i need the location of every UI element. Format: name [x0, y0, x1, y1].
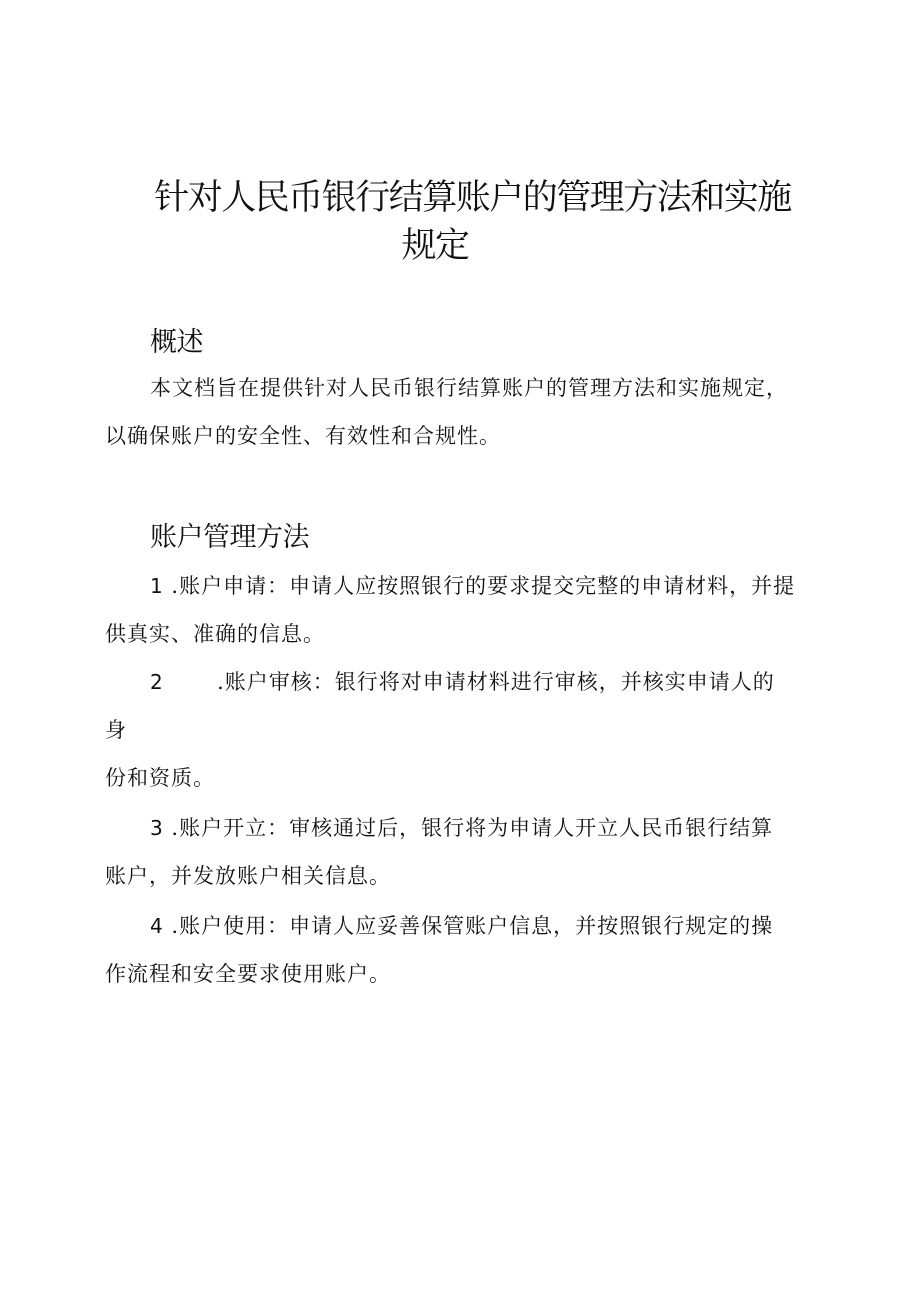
method-item-3-number: 3: [150, 816, 164, 840]
method-item-2-line-1: [150, 666, 775, 696]
method-item-3-text: .账户开立：审核通过后，银行将为申请人开立人民币银行结算: [171, 816, 774, 840]
method-item-2-number: 2: [150, 670, 164, 694]
document-title-line-1: 针对人民币银行结算账户的管理方法和实施: [154, 178, 791, 218]
method-item-4-line-2: 作流程和安全要求使用账户。: [105, 962, 391, 986]
method-item-1-number: 1: [150, 574, 164, 598]
method-item-2-line-3: 份和资质。: [105, 766, 215, 790]
overview-paragraph-line-2: 以确保账户的安全性、有效性和合规性。: [105, 424, 501, 448]
method-item-2-line-2: 身: [105, 718, 127, 742]
overview-paragraph-line-1: 本文档旨在提供针对人民币银行结算账户的管理方法和实施规定，: [150, 376, 788, 400]
method-item-4-line-1: [150, 910, 773, 940]
method-item-1-text: .账户申请：申请人应按照银行的要求提交完整的申请材料，并提: [171, 574, 796, 598]
method-item-3-line-2: 账户，并发放账户相关信息。: [105, 864, 391, 888]
method-item-1-line-2: 供真实、准确的信息。: [105, 622, 325, 646]
document-title-line-2: 规定: [401, 226, 469, 266]
methods-heading: 账户管理方法: [150, 522, 309, 553]
overview-heading: 概述: [150, 327, 203, 358]
method-item-4-text: .账户使用：申请人应妥善保管账户信息，并按照银行规定的操: [171, 914, 774, 938]
method-item-4-number: 4: [150, 914, 164, 938]
method-item-3-line-1: [150, 812, 773, 842]
method-item-2-text: .账户审核：银行将对申请材料进行审核，并核实申请人的: [217, 670, 775, 694]
method-item-1-line-1: [150, 570, 795, 600]
